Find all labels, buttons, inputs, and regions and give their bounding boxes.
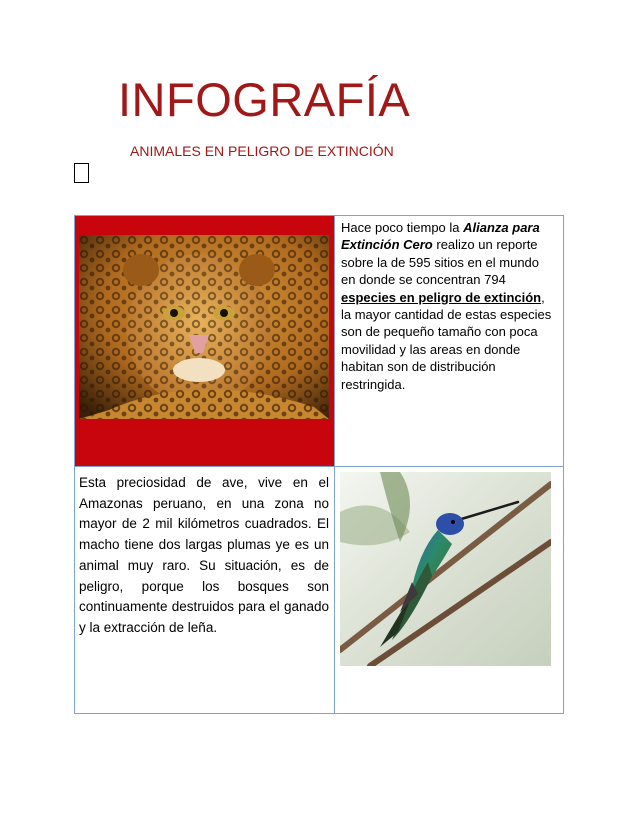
bird-cell (335, 467, 564, 714)
jaguar-photo (79, 235, 329, 419)
alliance-name: Alianza para Extinción Cero (341, 220, 540, 253)
paragraph-text: Hace poco tiempo la (341, 220, 464, 235)
page-title: INFOGRAFÍA (118, 73, 411, 126)
text-cell-1 (335, 216, 564, 467)
text-cell-2 (75, 467, 335, 714)
table-row (75, 216, 564, 467)
checkbox-glyph (74, 163, 89, 183)
endangered-species-link[interactable]: especies en peligro de extinción (341, 289, 542, 305)
paragraph-text: , la mayor cantidad de estas especies son de pequeño tamaño con poca movilidad y las areas en donde habitan son de distribución restringida. (341, 289, 552, 392)
hummingbird-photo (340, 472, 551, 666)
alliance-paragraph (335, 216, 563, 393)
hummingbird-icon (340, 472, 551, 666)
bird-paragraph: Esta preciosidad de ave, vive en el Amazonas peruano, en una zona no mayor de 2 mil kilómetros cuadrados. El macho tiene dos largas plumas ye es un animal muy raro. Su situación, es de peligro, porque los bosques son continuamente destruidos para el ganado y la extracción de leña. (79, 475, 329, 635)
page-subtitle: ANIMALES EN PELIGRO DE EXTINCIÓN (130, 143, 394, 159)
jaguar-icon (79, 235, 329, 419)
paragraph-text: realizo un reporte sobre la de 595 sitios en el mundo en donde se concentran 794 (341, 237, 540, 288)
table-row (75, 467, 564, 714)
jaguar-cell (75, 216, 335, 467)
infographic-table (74, 215, 564, 714)
